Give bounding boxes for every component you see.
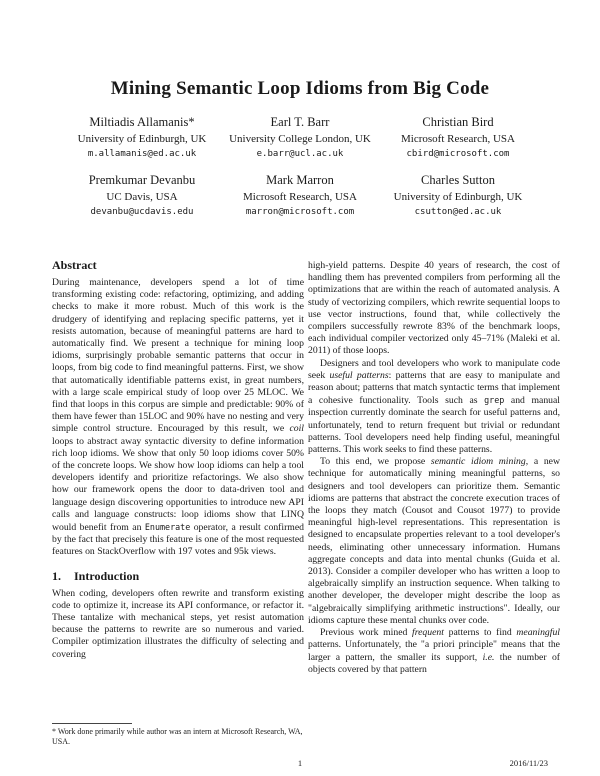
abstract-emphasis: coil: [289, 423, 304, 435]
right-column: [308, 260, 560, 676]
date-stamp: 2016/11/23: [509, 758, 548, 768]
author-email: csutton@ed.ac.uk: [414, 207, 502, 217]
author-block: [368, 114, 548, 161]
author-email: devanbu@ucdavis.edu: [90, 207, 194, 217]
abstract-text: [52, 277, 304, 559]
section-title: Introduction: [74, 568, 140, 583]
text-part: , a new technique for automatically mining meaningful patterns, so designers and tool developers can prioritize them. Semantic idioms are patterns that abstract the concrete execution traces of the loops they match (Cousot and Cousot 1977) to provide meaningful high-level representations. This representation is designed to encapsulate properties relevant to a tool developer's needs, eliminating other unnecessary information. Humans aggregate concepts and data into mental chunks (Guida et al. 2013). Consider a compiler developer who has written a loop to algebraically simplify an instruction sequence. When talking to another developer, the developer might describe the loop as "algebraically simplifying arithmetic instructions". Ideally, our idioms capture these mental chunks over code.: [308, 456, 560, 626]
text-emphasis: frequent: [412, 627, 444, 639]
text-part: Previous work mined: [320, 627, 413, 639]
footnote-rule: [52, 723, 132, 724]
section-heading-introduction: [52, 569, 304, 584]
abstract-part: operator, a result confirmed by the fact that precisely this feature is one of the most requested features on StackOverflow with 197 votes and 95k views.: [52, 522, 304, 558]
section-number: 1.: [52, 568, 61, 583]
author-email: m.allamanis@ed.ac.uk: [87, 149, 197, 159]
left-column: [52, 258, 304, 661]
body-paragraph: [308, 627, 560, 676]
text-emphasis: meaningful: [516, 627, 560, 639]
text-part: and manual inspection currently dominate the search for useful patterns and, unfortunately, tend to return frequent but trivial or redundant patterns. Tool developers need help finding useful, meaningful patterns. This work seeks to find these patterns.: [308, 395, 560, 456]
body-paragraph: high-yield patterns. Despite 40 years of research, the cost of handling them has prevented compilers from performing all the optimizations that are within the reach of automated analysis. A study of vectorizing compilers, which rewrite sequential loops to use vector instructions, found that, while collectively the compilers successfully rewrote 83% of the benchmark loops, each individual compiler vectorized only 45–71% (Maleki et al. 2011) of those loops.: [308, 260, 560, 357]
text-emphasis: i.e.: [482, 651, 495, 663]
author-block: [210, 114, 390, 161]
author-name: Miltiadis Allamanis*: [89, 115, 195, 129]
author-affiliation: Microsoft Research, USA: [243, 191, 357, 203]
abstract-code: Enumerate: [144, 522, 191, 533]
text-part: To this end, we propose: [320, 456, 431, 468]
author-affiliation: Microsoft Research, USA: [401, 133, 515, 145]
author-name: Premkumar Devanbu: [88, 173, 196, 187]
intro-paragraph: When coding, developers often rewrite and transform existing code to optimize it, increase its API conformance, or refactor it. These tantalize with mechanical steps, yet resist automation because the patterns to rewrite are so numerous and varied. Compiler optimization illustrates the difficulty of selecting and covering: [52, 587, 304, 660]
text-part: Designers and tool developers who work to manipulate code seek: [308, 357, 560, 381]
page-number: 1: [297, 758, 303, 768]
author-name: Christian Bird: [422, 115, 494, 129]
author-email: e.barr@ucl.ac.uk: [256, 149, 344, 159]
abstract-part: During maintenance, developers spend a lot of time transforming existing code: refactoring, optimizing, and adding checks to make it more robust. Much of this work is the drudgery of identifying and replacing specific patterns, yet it resists automation, because of meaningful patterns are hard to automatically find. We present a technique for mining loop idioms, surprisingly probable semantic patterns that occur in loops, from big code to find meaningful patterns. First, we show that automatically identifiable patterns exist, in great numbers, with a large scale empirical study of loop over 25 MLOC. We find that loops in this corpus are simple and predictable: 90% of them have fewer than 15LOC and 90% have no nesting and very simple control structure. Encouraged by this result, we: [52, 277, 304, 435]
author-name: Charles Sutton: [421, 173, 495, 187]
author-email: marron@microsoft.com: [245, 207, 355, 217]
text-emphasis: semantic idiom mining: [430, 456, 526, 468]
author-affiliation: University College London, UK: [229, 133, 371, 145]
abstract-part: loops to abstract away syntactic diversity to define information rich loop idioms. We show that only 50 loop idioms cover 50% of the concrete loops. We show how loop idioms can help a tool developers identify and prioritize refactorings. We also show how our framework opens the door to data-driven tool and language design discovering opportunities to introduce new API calls and language constructs: loop idioms show that LINQ would benefit from an: [52, 435, 304, 534]
author-affiliation: University of Edinburgh, UK: [77, 133, 207, 145]
author-name: Earl T. Barr: [270, 115, 330, 129]
text-code: grep: [484, 395, 505, 406]
body-paragraph: [308, 358, 560, 457]
text-part: : patterns that are easy to manipulate and reason about; patterns that match syntactic terms that implement a cohesive functionality. Tools such as: [308, 369, 560, 407]
author-affiliation: UC Davis, USA: [106, 191, 178, 203]
footnote: * Work done primarily while author was an intern at Microsoft Research, WA, USA.: [52, 727, 303, 746]
author-block: [368, 172, 548, 219]
author-block: [52, 172, 232, 219]
text-emphasis: useful patterns: [329, 369, 389, 381]
paper-title: Mining Semantic Loop Idioms from Big Code: [110, 78, 490, 99]
abstract-heading: Abstract: [52, 258, 97, 272]
text-part: the number of objects covered by that pattern: [308, 651, 561, 675]
body-paragraph: [308, 456, 560, 627]
author-email: cbird@microsoft.com: [406, 149, 510, 159]
author-block: [52, 114, 232, 161]
text-part: patterns. Unfortunately, the "a priori principle" means that the larger a pattern, the smaller its support,: [308, 639, 560, 663]
author-name: Mark Marron: [266, 173, 334, 187]
author-affiliation: University of Edinburgh, UK: [393, 191, 523, 203]
author-block: [210, 172, 390, 219]
text-part: patterns to find: [443, 627, 517, 639]
